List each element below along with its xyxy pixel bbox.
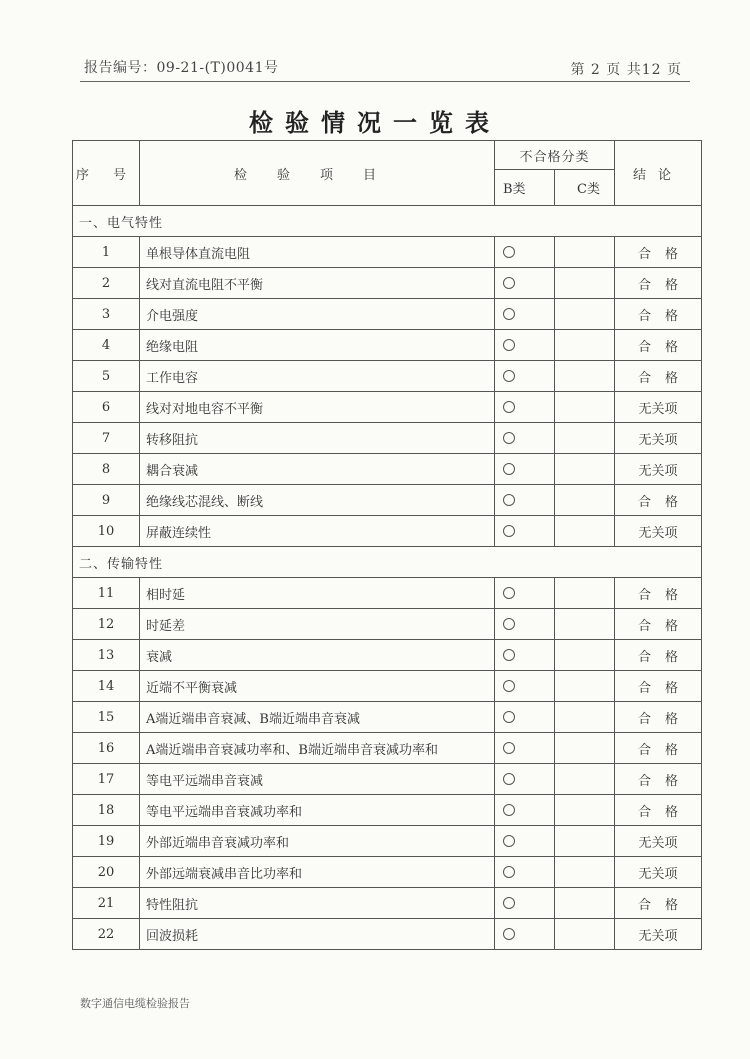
circle-mark-icon <box>503 370 515 382</box>
table-row <box>73 609 702 640</box>
row-inspection-item: 介电强度 <box>140 299 495 330</box>
row-class-c-cell <box>555 764 615 795</box>
conclusion-text: 合格 <box>637 742 692 758</box>
row-class-c-cell <box>555 671 615 702</box>
circle-mark-icon <box>503 525 515 537</box>
inspection-table <box>72 140 702 950</box>
row-conclusion <box>615 237 702 268</box>
table-row <box>73 826 702 857</box>
conclusion-text: 合格 <box>637 773 692 789</box>
row-class-b-cell <box>495 516 555 547</box>
row-inspection-item: 等电平远端串音衰减 <box>140 764 495 795</box>
row-serial-no: 7 <box>73 423 140 454</box>
table-row <box>73 454 702 485</box>
circle-mark-icon <box>503 866 515 878</box>
row-inspection-item: 耦合衰减 <box>140 454 495 485</box>
conclusion-text: 合格 <box>637 308 692 324</box>
row-inspection-item: 近端不平衡衰减 <box>140 671 495 702</box>
header-class-c: C类 <box>555 170 615 206</box>
row-conclusion <box>615 423 702 454</box>
row-serial-no: 8 <box>73 454 140 485</box>
row-class-c-cell <box>555 919 615 950</box>
conclusion-text: 合格 <box>637 711 692 727</box>
table-row <box>73 268 702 299</box>
row-serial-no: 10 <box>73 516 140 547</box>
conclusion-text: 合格 <box>637 897 692 913</box>
table-row <box>73 299 702 330</box>
row-class-b-cell <box>495 640 555 671</box>
row-conclusion <box>615 826 702 857</box>
conclusion-text: 合格 <box>637 246 692 262</box>
row-class-c-cell <box>555 516 615 547</box>
row-class-c-cell <box>555 826 615 857</box>
row-inspection-item: 线对直流电阻不平衡 <box>140 268 495 299</box>
row-conclusion <box>615 609 702 640</box>
row-class-b-cell <box>495 919 555 950</box>
circle-mark-icon <box>503 773 515 785</box>
row-inspection-item: A端近端串音衰减、B端近端串音衰减 <box>140 702 495 733</box>
row-class-b-cell <box>495 609 555 640</box>
row-conclusion <box>615 857 702 888</box>
header-class-b: B类 <box>495 170 555 206</box>
row-conclusion <box>615 888 702 919</box>
row-serial-no: 6 <box>73 392 140 423</box>
row-inspection-item: 时延差 <box>140 609 495 640</box>
row-class-b-cell <box>495 888 555 919</box>
circle-mark-icon <box>503 618 515 630</box>
row-serial-no: 17 <box>73 764 140 795</box>
table-body <box>73 206 702 950</box>
row-serial-no: 5 <box>73 361 140 392</box>
table-row <box>73 640 702 671</box>
row-conclusion <box>615 330 702 361</box>
conclusion-text: 合格 <box>637 339 692 355</box>
conclusion-text: 合格 <box>637 804 692 820</box>
row-class-c-cell <box>555 609 615 640</box>
circle-mark-icon <box>503 308 515 320</box>
circle-mark-icon <box>503 587 515 599</box>
row-inspection-item: 外部近端串音衰减功率和 <box>140 826 495 857</box>
row-inspection-item: 线对对地电容不平衡 <box>140 392 495 423</box>
circle-mark-icon <box>503 246 515 258</box>
report-number: 报告编号：09-21-(T)0041号 <box>84 60 279 76</box>
table-row <box>73 671 702 702</box>
circle-mark-icon <box>503 401 515 413</box>
page-number: 第 2 页 共12 页 <box>570 62 682 78</box>
row-class-b-cell <box>495 764 555 795</box>
header-nonconformity-class: 不合格分类 <box>495 141 615 170</box>
row-class-c-cell <box>555 485 615 516</box>
row-serial-no: 16 <box>73 733 140 764</box>
row-class-c-cell <box>555 702 615 733</box>
footer-text: 数字通信电缆检验报告 <box>80 997 190 1010</box>
row-conclusion <box>615 361 702 392</box>
row-conclusion <box>615 299 702 330</box>
conclusion-text: 无关项 <box>638 463 678 479</box>
table-row <box>73 888 702 919</box>
conclusion-text: 合格 <box>637 370 692 386</box>
row-serial-no: 21 <box>73 888 140 919</box>
row-class-b-cell <box>495 671 555 702</box>
row-serial-no: 4 <box>73 330 140 361</box>
row-serial-no: 12 <box>73 609 140 640</box>
circle-mark-icon <box>503 804 515 816</box>
row-conclusion <box>615 733 702 764</box>
row-class-c-cell <box>555 795 615 826</box>
row-class-b-cell <box>495 578 555 609</box>
table-row <box>73 578 702 609</box>
row-serial-no: 20 <box>73 857 140 888</box>
table-row <box>73 237 702 268</box>
row-class-b-cell <box>495 268 555 299</box>
circle-mark-icon <box>503 339 515 351</box>
conclusion-text: 无关项 <box>638 866 678 882</box>
circle-mark-icon <box>503 835 515 847</box>
row-class-c-cell <box>555 330 615 361</box>
report-header <box>84 57 690 81</box>
row-serial-no: 2 <box>73 268 140 299</box>
table-row <box>73 423 702 454</box>
row-class-c-cell <box>555 361 615 392</box>
row-class-b-cell <box>495 454 555 485</box>
row-class-b-cell <box>495 330 555 361</box>
row-serial-no: 3 <box>73 299 140 330</box>
row-conclusion <box>615 640 702 671</box>
conclusion-text: 无关项 <box>638 401 678 417</box>
row-inspection-item: 转移阻抗 <box>140 423 495 454</box>
row-serial-no: 19 <box>73 826 140 857</box>
row-class-c-cell <box>555 578 615 609</box>
conclusion-text: 无关项 <box>638 835 678 851</box>
row-inspection-item: A端近端串音衰减功率和、B端近端串音衰减功率和 <box>140 733 495 764</box>
circle-mark-icon <box>503 897 515 909</box>
row-serial-no: 22 <box>73 919 140 950</box>
conclusion-text: 合格 <box>637 618 692 634</box>
table-row <box>73 702 702 733</box>
row-conclusion <box>615 919 702 950</box>
row-class-c-cell <box>555 392 615 423</box>
table-row <box>73 485 702 516</box>
row-inspection-item: 相时延 <box>140 578 495 609</box>
row-inspection-item: 绝缘线芯混线、断线 <box>140 485 495 516</box>
row-serial-no: 14 <box>73 671 140 702</box>
row-class-b-cell <box>495 392 555 423</box>
row-inspection-item: 等电平远端串音衰减功率和 <box>140 795 495 826</box>
row-class-b-cell <box>495 423 555 454</box>
header-divider <box>80 81 690 82</box>
conclusion-text: 无关项 <box>638 928 678 944</box>
row-serial-no: 13 <box>73 640 140 671</box>
row-serial-no: 18 <box>73 795 140 826</box>
section-title: 一、电气特性 <box>73 206 702 237</box>
table-row <box>73 330 702 361</box>
table-row <box>73 764 702 795</box>
circle-mark-icon <box>503 711 515 723</box>
circle-mark-icon <box>503 494 515 506</box>
conclusion-text: 合格 <box>637 680 692 696</box>
row-class-b-cell <box>495 795 555 826</box>
row-inspection-item: 单根导体直流电阻 <box>140 237 495 268</box>
row-conclusion <box>615 671 702 702</box>
row-conclusion <box>615 392 702 423</box>
row-class-c-cell <box>555 299 615 330</box>
conclusion-text: 合格 <box>637 494 692 510</box>
circle-mark-icon <box>503 928 515 940</box>
circle-mark-icon <box>503 742 515 754</box>
circle-mark-icon <box>503 649 515 661</box>
row-conclusion <box>615 454 702 485</box>
row-inspection-item: 特性阻抗 <box>140 888 495 919</box>
row-class-b-cell <box>495 826 555 857</box>
row-class-c-cell <box>555 733 615 764</box>
header-conclusion: 结论 <box>615 141 702 206</box>
row-class-b-cell <box>495 857 555 888</box>
row-inspection-item: 回波损耗 <box>140 919 495 950</box>
row-class-b-cell <box>495 702 555 733</box>
row-class-c-cell <box>555 454 615 485</box>
row-inspection-item: 屏蔽连续性 <box>140 516 495 547</box>
row-conclusion <box>615 764 702 795</box>
circle-mark-icon <box>503 463 515 475</box>
row-serial-no: 15 <box>73 702 140 733</box>
conclusion-text: 合格 <box>637 277 692 293</box>
table-row <box>73 919 702 950</box>
circle-mark-icon <box>503 432 515 444</box>
row-inspection-item: 衰减 <box>140 640 495 671</box>
row-class-b-cell <box>495 733 555 764</box>
header-serial-no: 序 号 <box>73 141 140 206</box>
conclusion-text: 无关项 <box>638 432 678 448</box>
row-class-c-cell <box>555 268 615 299</box>
header-inspection-item: 检验项目 <box>140 141 495 206</box>
row-conclusion <box>615 702 702 733</box>
row-serial-no: 9 <box>73 485 140 516</box>
row-conclusion <box>615 516 702 547</box>
row-class-c-cell <box>555 237 615 268</box>
conclusion-text: 无关项 <box>638 525 678 541</box>
table-row <box>73 392 702 423</box>
row-class-c-cell <box>555 640 615 671</box>
row-class-b-cell <box>495 299 555 330</box>
section-title: 二、传输特性 <box>73 547 702 578</box>
row-class-c-cell <box>555 423 615 454</box>
row-class-b-cell <box>495 485 555 516</box>
table-row <box>73 516 702 547</box>
table-row <box>73 361 702 392</box>
table-row <box>73 857 702 888</box>
row-inspection-item: 外部远端衰减串音比功率和 <box>140 857 495 888</box>
circle-mark-icon <box>503 277 515 289</box>
table-row <box>73 733 702 764</box>
row-class-b-cell <box>495 361 555 392</box>
row-conclusion <box>615 795 702 826</box>
row-serial-no: 11 <box>73 578 140 609</box>
row-class-c-cell <box>555 857 615 888</box>
section-row <box>73 547 702 578</box>
row-serial-no: 1 <box>73 237 140 268</box>
row-class-b-cell <box>495 237 555 268</box>
row-inspection-item: 工作电容 <box>140 361 495 392</box>
conclusion-text: 合格 <box>637 649 692 665</box>
row-conclusion <box>615 578 702 609</box>
row-conclusion <box>615 485 702 516</box>
circle-mark-icon <box>503 680 515 692</box>
table-row <box>73 795 702 826</box>
conclusion-text: 合格 <box>637 587 692 603</box>
row-conclusion <box>615 268 702 299</box>
section-row <box>73 206 702 237</box>
page-title: 检验情况一览表 <box>249 108 501 137</box>
row-class-c-cell <box>555 888 615 919</box>
row-inspection-item: 绝缘电阻 <box>140 330 495 361</box>
